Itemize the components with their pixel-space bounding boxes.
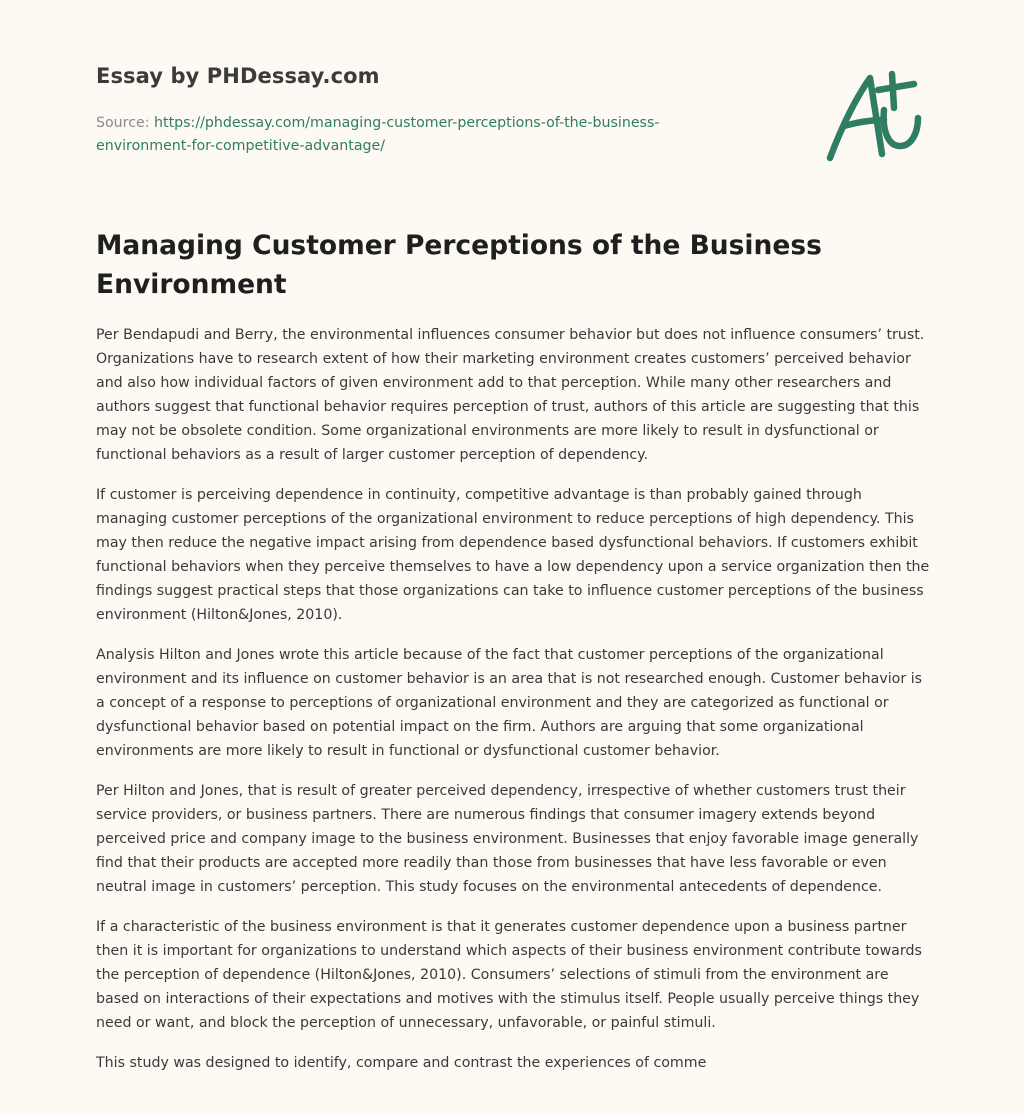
source-line [96,112,736,158]
paragraph: If a characteristic of the business environment is that it generates customer dependence upon a business partner then it is important for organizations to understand which aspects of their business environment contribute towards the perception of dependence (Hilton&Jones, 2010). Consumers’ selections of stimuli from the environment are based on interactions of their expectations and motives with the stimulus itself. People usually perceive things they need or want, and block the perception of unnecessary, unfavorable, or painful stimuli. [96,919,922,1031]
paragraph: Per Bendapudi and Berry, the environmental influences consumer behavior but does not influence consumers’ trust. Organizations have to research extent of how their marketing environment creates customers’ perceived behavior and also how individual factors of given environment add to that perception. While many other researchers and authors suggest that functional behavior requires perception of trust, authors of this article are suggesting that this may not be obsolete condition. Some organizational environments are more likely to result in dysfunctional or functional behaviors as a result of larger customer perception of dependency. [96,327,925,463]
paragraph: If customer is perceiving dependence in continuity, competitive advantage is than probably gained through managing customer perceptions of the organizational environment to reduce perceptions of high dependency. This may then reduce the negative impact arising from dependence based dysfunctional behaviors. If customers exhibit functional behaviors when they perceive themselves to have a low dependency upon a service organization then the findings suggest practical steps that those organizations can take to influence customer perceptions of the business environment (Hilton&Jones, 2010). [96,487,930,623]
paragraph: Analysis Hilton and Jones wrote this article because of the fact that customer perceptions of the organizational environment and its influence on customer behavior is an area that is not researched enough. Customer behavior is a concept of a response to perceptions of organizational environment and they are categorized as functional or dysfunctional behavior based on potential impact on the firm. Authors are arguing that some organizational environments are more likely to result in functional or dysfunctional customer behavior. [96,647,923,759]
site-brand: Essay by PHDessay.com [96,64,380,88]
paragraph: This study was designed to identify, compare and contrast the experiences of comme [96,1055,707,1071]
paragraph: Per Hilton and Jones, that is result of greater perceived dependency, irrespective of whether customers trust their service providers, or business partners. There are numerous findings that consumer imagery extends beyond perceived price and company image to the business environment. Businesses that enjoy favorable image generally find that their products are accepted more readily than those from businesses that have less favorable or even neutral image in customers’ perception. This study focuses on the environmental antecedents of dependence. [96,783,919,895]
source-label: Source: [96,115,150,131]
a-plus-grade-icon [824,68,928,164]
essay-title: Managing Customer Perceptions of the Business Environment [96,230,822,300]
source-link[interactable]: https://phdessay.com/managing-customer-perceptions-of-the-business-environment-for-competitive-advantage/ [96,115,660,154]
essay-body [96,323,932,1091]
